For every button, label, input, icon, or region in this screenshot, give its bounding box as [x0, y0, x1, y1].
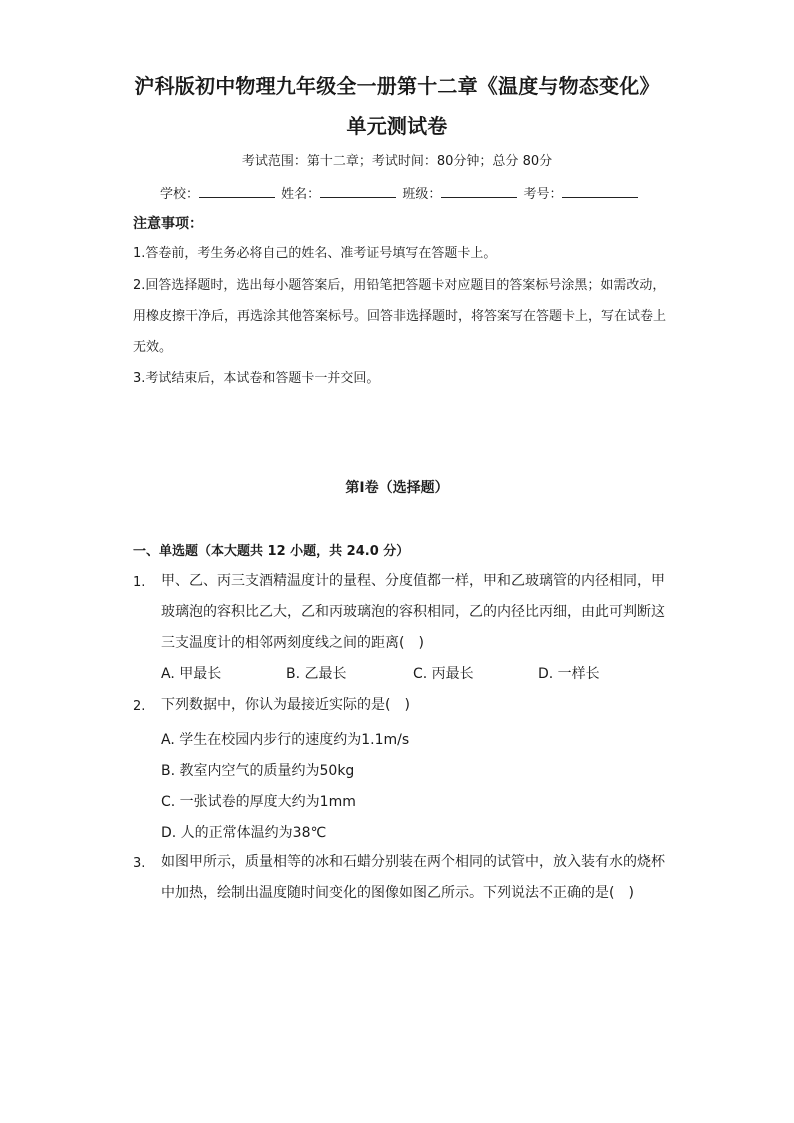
- q2-option-b[interactable]: B. 教室内空气的质量约为50kg: [161, 763, 355, 779]
- question-2-number: 2.: [133, 699, 146, 714]
- q2-option-d[interactable]: D. 人的正常体温约为38℃: [161, 825, 327, 841]
- class-label: 班级：: [402, 187, 442, 202]
- student-info-fields: [160, 183, 640, 202]
- notice-item-2: 2.回答选择题时，选出每小题答案后，用铅笔把答题卡对应题目的答案标号涂黑；如需改动，用橡皮擦干净后，再选涂其他答案标号。回答非选择题时，将答案写在答题卡上，写在试卷上无效。: [133, 278, 667, 355]
- exam-subtitle: 单元测试卷: [346, 114, 448, 138]
- question-1-text: 甲、乙、丙三支酒精温度计的量程、分度值都一样，甲和乙玻璃管的内径相同，甲玻璃泡的容积比乙大，乙和丙玻璃泡的容积相同，乙的内径比丙细，由此可判断这三支温度计的相邻两刻度线之间的距离( ): [161, 573, 665, 651]
- section-title: 一、单选题（本大题共 12 小题，共 24.0 分）: [133, 544, 410, 559]
- notice-item-1: 1.答卷前，考生务必将自己的姓名、准考证号填写在答题卡上。: [133, 246, 497, 261]
- question-3-number: 3.: [133, 856, 146, 871]
- q1-option-b[interactable]: B. 乙最长: [286, 666, 347, 682]
- school-blank[interactable]: [199, 184, 275, 198]
- question-1-number: 1.: [133, 575, 146, 590]
- notice-heading: 注意事项：: [133, 216, 203, 232]
- exam-info: 考试范围：第十二章；考试时间：80分钟；总分 80分: [241, 154, 553, 169]
- part-title: 第Ⅰ卷（选择题）: [345, 480, 449, 496]
- question-2-text: 下列数据中，你认为最接近实际的是( ): [161, 697, 410, 713]
- question-3-text: 如图甲所示，质量相等的冰和石蜡分别装在两个相同的试管中，放入装有水的烧杯中加热，绘制出温度随时间变化的图像如图乙所示。下列说法不正确的是( ): [161, 854, 665, 901]
- school-label: 学校：: [160, 187, 200, 202]
- name-blank[interactable]: [320, 184, 396, 198]
- q2-option-c[interactable]: C. 一张试卷的厚度大约为1mm: [161, 794, 356, 810]
- number-label: 考号：: [523, 187, 563, 202]
- notice-item-3: 3.考试结束后，本试卷和答题卡一并交回。: [133, 371, 380, 386]
- q2-option-a[interactable]: A. 学生在校园内步行的速度约为1.1m/s: [161, 732, 410, 748]
- name-label: 姓名：: [281, 187, 321, 202]
- q1-option-d[interactable]: D. 一样长: [538, 666, 600, 682]
- number-blank[interactable]: [562, 184, 638, 198]
- class-blank[interactable]: [441, 184, 517, 198]
- exam-title: 沪科版初中物理九年级全一册第十二章《温度与物态变化》: [134, 74, 660, 98]
- q1-option-c[interactable]: C. 丙最长: [413, 666, 474, 682]
- q1-option-a[interactable]: A. 甲最长: [161, 666, 222, 682]
